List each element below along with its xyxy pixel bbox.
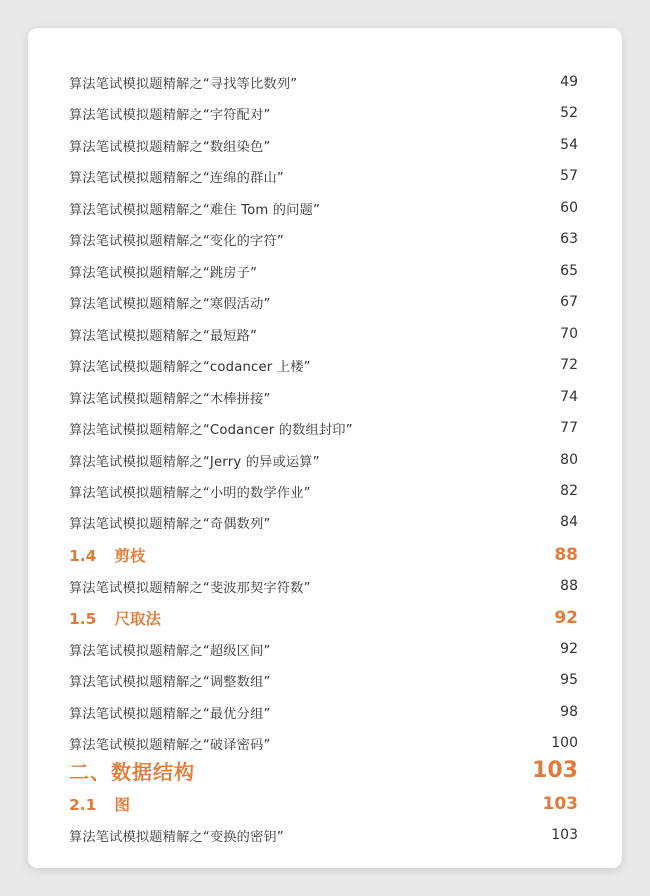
toc-entry-page: 74 <box>560 389 578 405</box>
toc-entry[interactable] <box>69 415 578 441</box>
toc-entry-page: 77 <box>560 420 578 436</box>
toc-entry[interactable] <box>69 447 578 473</box>
toc-entry-page: 60 <box>560 200 578 216</box>
toc-entry-page: 65 <box>560 263 578 279</box>
toc-entry-title: 算法笔试模拟题精解之“Codancer 的数组封印” <box>69 422 353 438</box>
toc-entry[interactable] <box>69 321 578 347</box>
toc-entry[interactable] <box>69 100 578 126</box>
toc-entry-page: 57 <box>560 168 578 184</box>
toc-entry-page: 92 <box>560 641 578 657</box>
toc-entry[interactable] <box>69 132 578 158</box>
section-number: 1.4 <box>69 547 97 565</box>
toc-entry-page: 84 <box>560 514 578 530</box>
toc-entry[interactable] <box>69 258 578 284</box>
toc-entry-page: 70 <box>560 326 578 342</box>
toc-section-1-5[interactable] <box>69 605 578 631</box>
toc-entry-page: 54 <box>560 137 578 153</box>
toc-entry-page: 52 <box>560 105 578 121</box>
section-title: 尺取法 <box>114 610 161 628</box>
section-heading <box>69 793 130 815</box>
toc-entry-title: 算法笔试模拟题精解之“字符配对” <box>69 107 271 123</box>
toc-entry-page: 88 <box>560 578 578 594</box>
toc-entry[interactable] <box>69 636 578 662</box>
toc-entry-title: 算法笔试模拟题精解之“最优分组” <box>69 706 271 722</box>
toc-entry-title: 算法笔试模拟题精解之“变化的字符” <box>69 233 284 249</box>
toc-entry[interactable] <box>69 699 578 725</box>
toc-entry-title: 算法笔试模拟题精解之“Jerry 的异或运算” <box>69 454 320 470</box>
toc-entry-title: 算法笔试模拟题精解之“寻找等比数列” <box>69 76 298 92</box>
chapter-page: 103 <box>532 757 578 783</box>
toc-entry-page: 80 <box>560 452 578 468</box>
section-page: 88 <box>554 545 578 565</box>
toc-entry-title: 算法笔试模拟题精解之“调整数组” <box>69 674 271 690</box>
toc-entry-page: 95 <box>560 672 578 688</box>
toc-section-2-1[interactable] <box>69 791 578 817</box>
toc-entry-title: 算法笔试模拟题精解之“木棒拼接” <box>69 391 271 407</box>
toc-entry-title: 算法笔试模拟题精解之“最短路” <box>69 328 258 344</box>
toc-entry[interactable] <box>69 667 578 693</box>
section-title: 剪枝 <box>114 547 146 565</box>
section-title: 图 <box>114 796 130 814</box>
toc-entry-page: 100 <box>551 735 578 751</box>
toc-entry-title: 算法笔试模拟题精解之“寒假活动” <box>69 296 271 312</box>
toc-page <box>28 28 622 868</box>
toc-entry[interactable] <box>69 730 578 756</box>
toc-entry-page: 82 <box>560 483 578 499</box>
section-page: 103 <box>542 794 578 814</box>
toc-entry-title: 算法笔试模拟题精解之“变换的密钥” <box>69 829 284 845</box>
toc-entry-page: 49 <box>560 74 578 90</box>
toc-entry[interactable] <box>69 384 578 410</box>
toc-entry[interactable] <box>69 573 578 599</box>
toc-entry[interactable] <box>69 163 578 189</box>
toc-entry-title: 算法笔试模拟题精解之“破译密码” <box>69 737 271 753</box>
toc-entry[interactable] <box>69 478 578 504</box>
toc-entry-title: 算法笔试模拟题精解之“难住 Tom 的问题” <box>69 202 320 218</box>
toc-entry-title: 算法笔试模拟题精解之“超级区间” <box>69 643 271 659</box>
toc-entry[interactable] <box>69 352 578 378</box>
toc-entry-page: 98 <box>560 704 578 720</box>
toc-chapter-2[interactable] <box>69 755 578 785</box>
toc-entry[interactable] <box>69 69 578 95</box>
toc-entry-page: 67 <box>560 294 578 310</box>
toc-entry-title: 算法笔试模拟题精解之“奇偶数列” <box>69 516 271 532</box>
toc-entry[interactable] <box>69 822 578 848</box>
toc-entry-title: 算法笔试模拟题精解之“连绵的群山” <box>69 170 284 186</box>
toc-entry-title: 算法笔试模拟题精解之“小明的数学作业” <box>69 485 311 501</box>
toc-entry-page: 72 <box>560 357 578 373</box>
section-heading <box>69 544 145 566</box>
toc-entry-page: 103 <box>551 827 578 843</box>
section-heading <box>69 607 161 629</box>
toc-entry-title: 算法笔试模拟题精解之“跳房子” <box>69 265 258 281</box>
section-number: 1.5 <box>69 610 97 628</box>
toc-entry[interactable] <box>69 509 578 535</box>
toc-entry[interactable] <box>69 289 578 315</box>
toc-entry-title: 算法笔试模拟题精解之“斐波那契字符数” <box>69 580 311 596</box>
toc-entry[interactable] <box>69 226 578 252</box>
toc-entry[interactable] <box>69 195 578 221</box>
toc-entry-title: 算法笔试模拟题精解之“codancer 上楼” <box>69 359 311 375</box>
section-number: 2.1 <box>69 796 97 814</box>
chapter-title: 二、数据结构 <box>69 759 195 784</box>
toc-entry-title: 算法笔试模拟题精解之“数组染色” <box>69 139 271 155</box>
toc-section-1-4[interactable] <box>69 542 578 568</box>
section-page: 92 <box>554 608 578 628</box>
toc-entry-page: 63 <box>560 231 578 247</box>
